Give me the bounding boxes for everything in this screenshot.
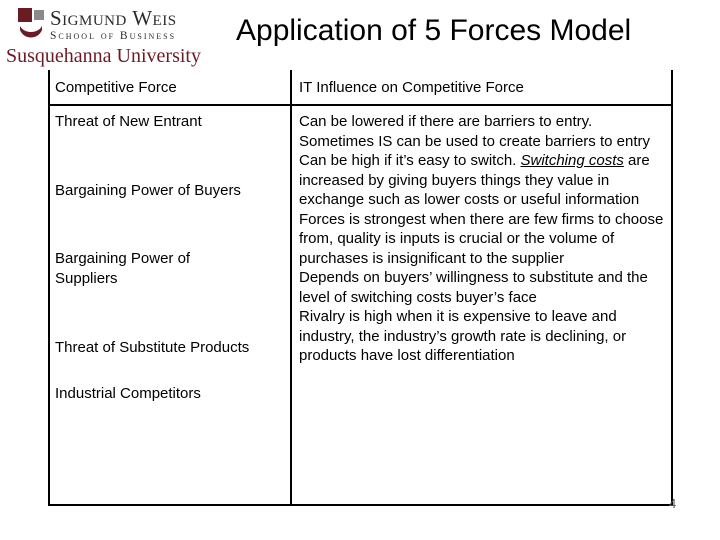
force-buyers: Bargaining Power of Buyers [55, 182, 241, 199]
desc-buyers [299, 151, 669, 210]
force-suppliers: Bargaining Power of Suppliers [55, 250, 191, 287]
force-substitutes: Threat of Substitute Products [55, 339, 250, 356]
header-it-influence: IT Influence on Competitive Force [299, 79, 524, 96]
force-competitors: Industrial Competitors [55, 385, 201, 402]
page-number: 4 [669, 496, 677, 511]
desc-buyers-pre: Can be high if it’s easy to switch. [299, 152, 521, 169]
column-divider [290, 70, 292, 506]
slide-title: Application of 5 Forces Model [236, 14, 632, 47]
desc-competitors: Rivalry is high when it is expensive to leave and industry, the industry’s growth rate is declining, or products have lost differentiation [299, 308, 627, 364]
desc-buyers-underlined: Switching costs [520, 152, 624, 169]
force-new-entrant: Threat of New Entrant [55, 113, 202, 130]
desc-suppliers: Forces is strongest when there are few firms to choose from, quality is inputs is crucial or the volume of purchases is insignificant to the supplier [299, 210, 664, 267]
desc-substitutes: Depends on buyers’ willingness to substitute and the level of switching costs buyer’s face [299, 269, 648, 306]
logo-mark-icon [14, 4, 48, 44]
header-competitive-force: Competitive Force [55, 79, 177, 96]
desc-new-entrant: Can be lowered if there are barriers to entry. Sometimes IS can be used to create barriers to entry [299, 113, 650, 150]
university-logo [6, 2, 206, 72]
descriptions-column [299, 112, 669, 366]
logo-line-2: School of Business [50, 30, 177, 42]
header-divider [48, 104, 673, 106]
logo-line-1: Sigmund Weis [50, 6, 177, 30]
logo-line-3: Susquehanna University [6, 45, 201, 67]
desc-buyers-post: are increased by giving buyers things they value in exchange such as lower costs or useful information [299, 152, 650, 208]
